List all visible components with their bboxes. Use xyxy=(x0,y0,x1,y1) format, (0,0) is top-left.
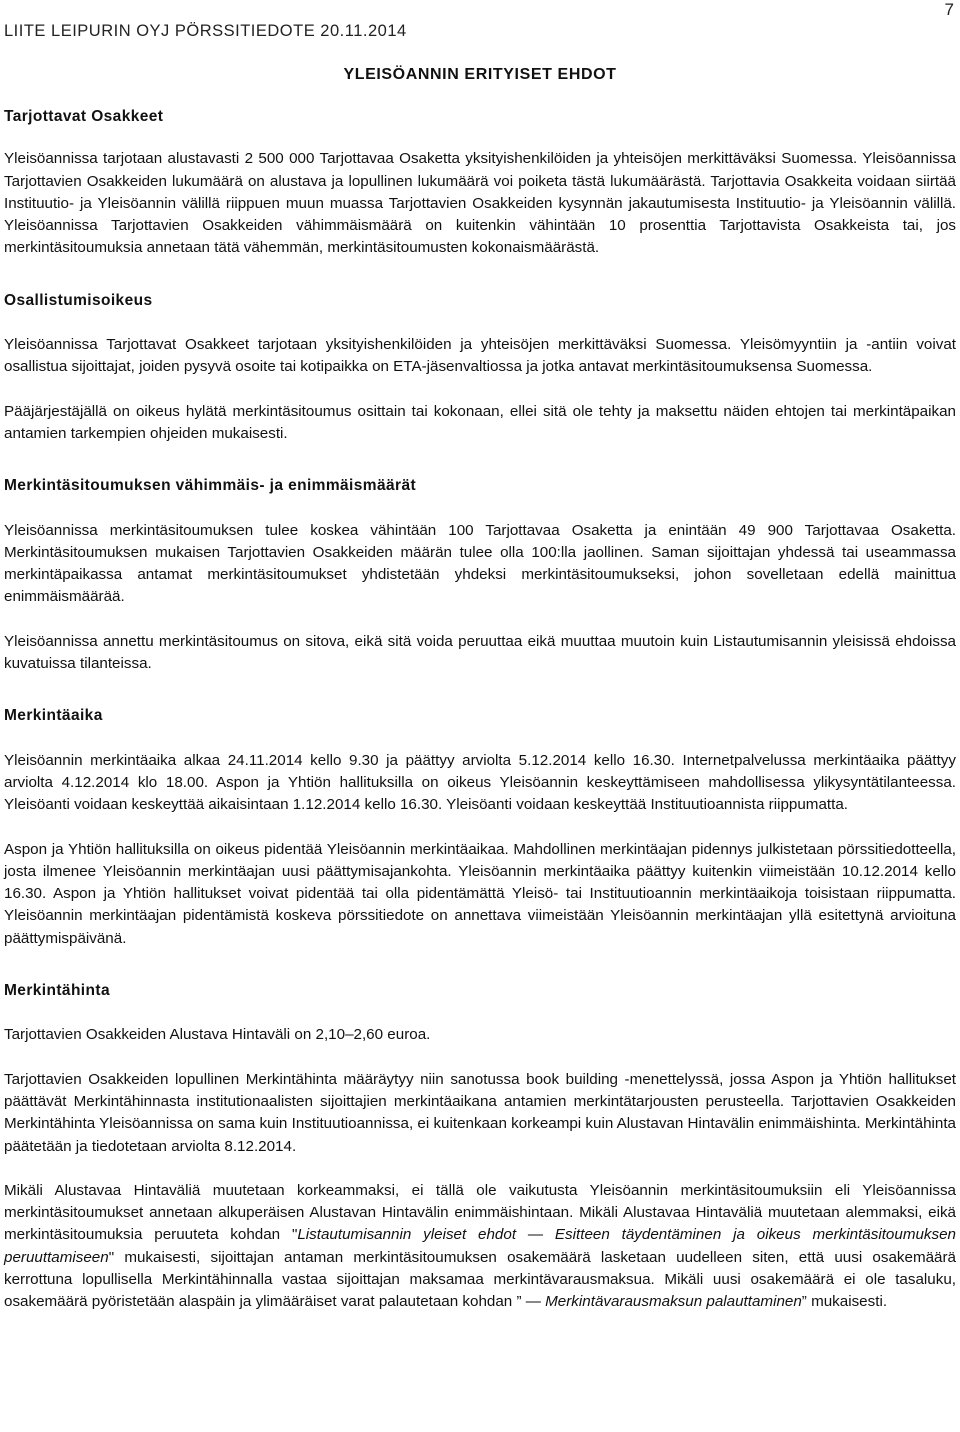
paragraph: Tarjottavien Osakkeiden lopullinen Merkintähinta määräytyy niin sanotussa book building -menettelyssä, jossa Aspon ja Yhtiön hallitukset päättävät Merkintähinnasta institutionaalisten sijoittajien merkintäaikana antamien merkintätarjousten perusteella. Tarjottavien Osakkeiden Merkintähinta Yleisöannissa on sama kuin Instituutioannissa, ei kuitenkaan korkeampi kuin Alustavan Hintavälin enimmäishinta. Merkintähinta päätetään ja tiedotetaan arviolta 8.12.2014. xyxy=(4,1070,956,1155)
document-header: LIITE LEIPURIN OYJ PÖRSSITIEDOTE 20.11.2014 xyxy=(4,22,407,40)
paragraph-text: " mukaisesti, sijoittajan antaman merkintäsitoumuksen osakemäärä lasketaan uudelleen siten, että uusi osakemäärä kerrottuna lopullisella Merkintähinnalla vastaa sijoittajan maksamaa merkintävarausmaksua. Mikäli uusi osakemäärä ei ole tasaluku, osakemäärä pyöristetään alaspäin ja ylimääräiset varat palautetaan kohdan ” — xyxy=(4,1248,956,1311)
paragraph: Yleisöannin merkintäaika alkaa 24.11.2014 kello 9.30 ja päättyy arviolta 5.12.2014 kello 16.30. Internetpalvelussa merkintäaika päättyy arviolta 4.12.2014 klo 18.00. Aspon ja Yhtiön hallituksilla on oikeus Yleisöannin keskeyttämiseen mahdollisessa ylikysyntätilanteessa. Yleisöanti voidaan keskeyttää aikaisintaan 1.12.2014 kello 16.30. Yleisöanti voidaan keskeyttää Instituutioannista riippumatta. xyxy=(4,751,956,814)
paragraph: Yleisöannissa tarjotaan alustavasti 2 500 000 Tarjottavaa Osaketta yksityishenkilöiden ja yhteisöjen merkittäväksi Suomessa. Yleisöannissa Tarjottavien Osakkeiden lukumäärä on alustava ja lopullinen lukumäärä voi poiketa tästä lukumäärästä. Tarjottavia Osakkeita voidaan siirtää Instituutio- ja Yleisöannin välillä riippuen muun muassa Tarjottavien Osakkeiden kysynnän jakautumisesta Instituutio- ja Yleisöannin välillä. Yleisöannissa Tarjottavien Osakkeiden vähimmäismäärä on kuitenkin vähintään 10 prosenttia Tarjottavista Osakkeista tai, jos merkintäsitoumuksia annetaan tätä vähemmän, merkintäsitoumusten kokonaismäärästä. xyxy=(4,150,956,257)
heading-merkintaaika: Merkintäaika xyxy=(4,707,103,725)
paragraph: Yleisöannissa annettu merkintäsitoumus on sitova, eikä sitä voida peruuttaa eikä muuttaa muutoin kuin Listautumisannin yleisissä ehdoissa kuvatuissa tilanteissa. xyxy=(4,632,956,673)
reference-title: Listautumisannin yleiset ehdot — Esitteen täydentäminen ja oikeus merkintäsitoumuksen peruuttamiseen xyxy=(4,1226,956,1266)
paragraph: Tarjottavien Osakkeiden Alustava Hintaväli on 2,10–2,60 euroa. xyxy=(4,1026,431,1044)
paragraph xyxy=(4,1180,956,1314)
paragraph-text: ” mukaisesti. xyxy=(801,1293,888,1311)
page-number: 7 xyxy=(944,0,954,19)
paragraph-text: Mikäli Alustavaa Hintaväliä muutetaan korkeammaksi, ei tällä ole vaikutusta Yleisöannin merkintäsitoumuksiin eli Yleisöannissa merkintäsitoumukset annetaan alkuperäisen Alustavan Hintavälin enimmäishintaan. Mikäli Alustavaa Hintaväliä muutetaan alemmaksi, eikä merkintäsitoumuksia peruuteta kohdan " xyxy=(4,1181,956,1244)
reference-title: Merkintävarausmaksun palauttaminen xyxy=(545,1293,802,1311)
heading-osallistumisoikeus: Osallistumisoikeus xyxy=(4,291,153,309)
paragraph: Pääjärjestäjällä on oikeus hylätä merkintäsitoumus osittain tai kokonaan, ellei sitä ole tehty ja maksettu näiden ehtojen tai merkintäpaikan antamien tarkempien ohjeiden mukaisesti. xyxy=(4,402,956,442)
paragraph: Yleisöannissa merkintäsitoumuksen tulee koskea vähintään 100 Tarjottavaa Osaketta ja enintään 49 900 Tarjottavaa Osaketta. Merkintäsitoumuksen mukaisen Tarjottavien Osakkeiden määrän tulee olla 100:lla jaollinen. Saman sijoittajan yhdessä tai useammassa merkintäpaikassa antamat merkintäsitoumukset yhdistetään yhdeksi merkintäsitoumukseksi, johon sovelletaan edellä mainittua enimmäismäärää. xyxy=(4,521,956,606)
heading-vahimmais-enimmaismaarat: Merkintäsitoumuksen vähimmäis- ja enimmäismäärät xyxy=(4,477,417,495)
paragraph: Aspon ja Yhtiön hallituksilla on oikeus pidentää Yleisöannin merkintäaikaa. Mahdollinen merkintäajan pidennys julkistetaan pörssitiedotteella, josta ilmenee Yleisöannin merkintäajan uusi päättymisajankohta. Yleisöannin merkintäaika päättyy kuitenkin viimeistään 10.12.2014 kello 16.30. Aspon ja Yhtiön hallitukset voivat pidentää tai olla pidentämättä Yleisö- tai Instituutioannin merkintäaikoja toisistaan riippumatta. Yleisöannin merkintäajan pidentämistä koskeva pörssitiedote on annettava viimeistään Yleisöannin merkintäajan yllä esitettynä arvioituna päättymispäivänä. xyxy=(4,840,956,947)
document-body xyxy=(4,106,956,1314)
heading-merkintahinta: Merkintähinta xyxy=(4,982,110,1000)
heading-tarjottavat-osakkeet: Tarjottavat Osakkeet xyxy=(4,108,164,125)
section-title: YLEISÖANNIN ERITYISET EHDOT xyxy=(343,66,617,83)
paragraph: Yleisöannissa Tarjottavat Osakkeet tarjotaan yksityishenkilöiden ja yhteisöjen merkittäväksi Suomessa. Yleisömyyntiin ja -antiin voivat osallistua sijoittajat, joiden pysyvä osoite tai kotipaikka on ETA-jäsenvaltiossa ja jotka antavat merkintäsitoumuksensa Suomessa. xyxy=(4,336,956,376)
